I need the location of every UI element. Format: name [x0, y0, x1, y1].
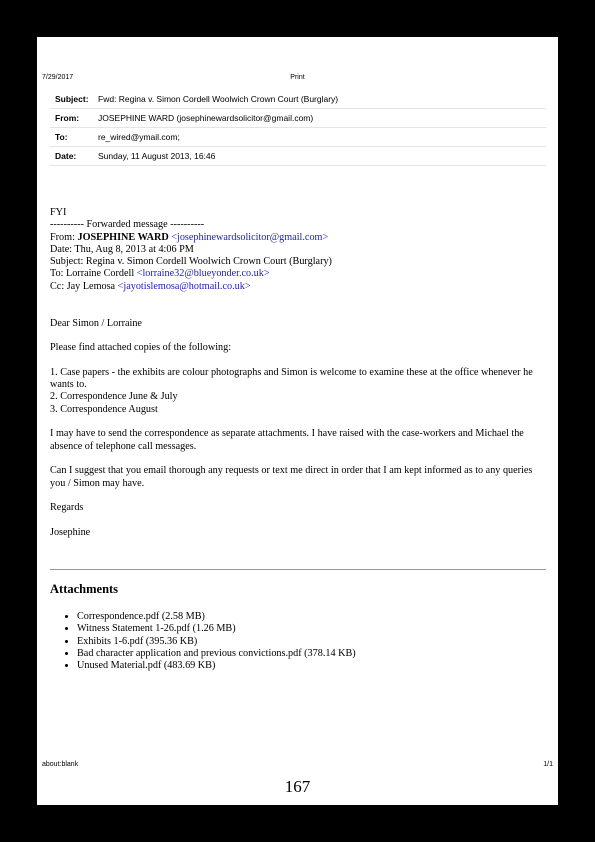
- signature-line: Josephine: [50, 526, 91, 538]
- footer-page-count: 1/1: [543, 761, 553, 768]
- email-meta-table: [50, 90, 546, 166]
- attachment-item[interactable]: • Bad character application and previous convictions.pdf (378.14 KB): [77, 648, 356, 660]
- attachments-list: [50, 611, 356, 672]
- meta-value: re_wired@ymail.com;: [93, 128, 546, 147]
- print-date: 7/29/2017: [42, 74, 74, 81]
- email-body: [50, 207, 546, 539]
- fwd-to-email-link[interactable]: <lorraine32@blueyonder.co.uk>: [136, 268, 270, 280]
- printed-page: [37, 37, 558, 805]
- meta-key: From:: [50, 109, 93, 128]
- fwd-cc-prefix: Cc: Jay Lemosa: [50, 280, 118, 292]
- paragraph-1: I may have to send the correspondence as separate attachments. I have raised with the case-workers and Michael the absence of telephone call messages.: [50, 428, 524, 452]
- meta-key: To:: [50, 128, 93, 147]
- print-title: Print: [290, 74, 305, 81]
- meta-key: Date:: [50, 147, 93, 166]
- fwd-from-email-link[interactable]: <josephinewardsolicitor@gmail.com>: [171, 231, 329, 243]
- fwd-to-line: [50, 268, 546, 280]
- attachment-item[interactable]: • Correspondence.pdf (2.58 MB): [77, 611, 356, 623]
- attachment-item[interactable]: • Exhibits 1-6.pdf (395.36 KB): [77, 636, 356, 648]
- list-item-2: 2. Correspondence June & July: [50, 391, 178, 403]
- meta-value: Fwd: Regina v. Simon Cordell Woolwich Crown Court (Burglary): [93, 90, 546, 109]
- divider: [50, 569, 546, 570]
- paragraph-2: Can I suggest that you email thorough any requests or text me direct in order that I am kept informed as to any queries you / Simon may have.: [50, 465, 533, 489]
- greeting: Dear Simon / Lorraine: [50, 317, 142, 329]
- fwd-to-prefix: To: Lorraine Cordell: [50, 268, 137, 280]
- intro-line: Please find attached copies of the following:: [50, 342, 232, 354]
- list-item-3: 3. Correspondence August: [50, 403, 158, 415]
- list-item-1: 1. Case papers - the exhibits are colour photographs and Simon is welcome to examine these at the office whenever he wants to.: [50, 366, 533, 391]
- meta-row-subject: [50, 90, 546, 109]
- meta-row-from: [50, 109, 546, 128]
- fwd-from-line: [50, 232, 546, 244]
- fwd-from-prefix: From:: [50, 231, 78, 243]
- attachment-item[interactable]: • Witness Statement 1-26.pdf (1.26 MB): [77, 623, 356, 635]
- meta-value: Sunday, 11 August 2013, 16:46: [93, 147, 546, 166]
- attachment-item[interactable]: • Unused Material.pdf (483.69 KB): [77, 660, 356, 672]
- meta-key: Subject:: [50, 90, 93, 109]
- fwd-date-line: Date: Thu, Aug 8, 2013 at 4:06 PM: [50, 243, 194, 255]
- regards-line: Regards: [50, 502, 84, 514]
- fwd-cc-email-link[interactable]: <jayotislemosa@hotmail.co.uk>: [117, 280, 251, 292]
- forwarded-line: ---------- Forwarded message ----------: [50, 219, 205, 231]
- fwd-subject-line: Subject: Regina v. Simon Cordell Woolwich Crown Court (Burglary): [50, 256, 332, 268]
- footer-url: about:blank: [42, 761, 79, 768]
- attachments-title: Attachments: [50, 582, 119, 596]
- meta-value: JOSEPHINE WARD (josephinewardsolicitor@gmail.com): [93, 109, 546, 128]
- fwd-cc-line: [50, 281, 546, 293]
- meta-row-date: [50, 147, 546, 166]
- fyi-line: FYI: [50, 207, 67, 218]
- meta-row-to: [50, 128, 546, 147]
- fwd-from-name: JOSEPHINE WARD: [77, 231, 169, 243]
- page-number: 167: [284, 777, 311, 796]
